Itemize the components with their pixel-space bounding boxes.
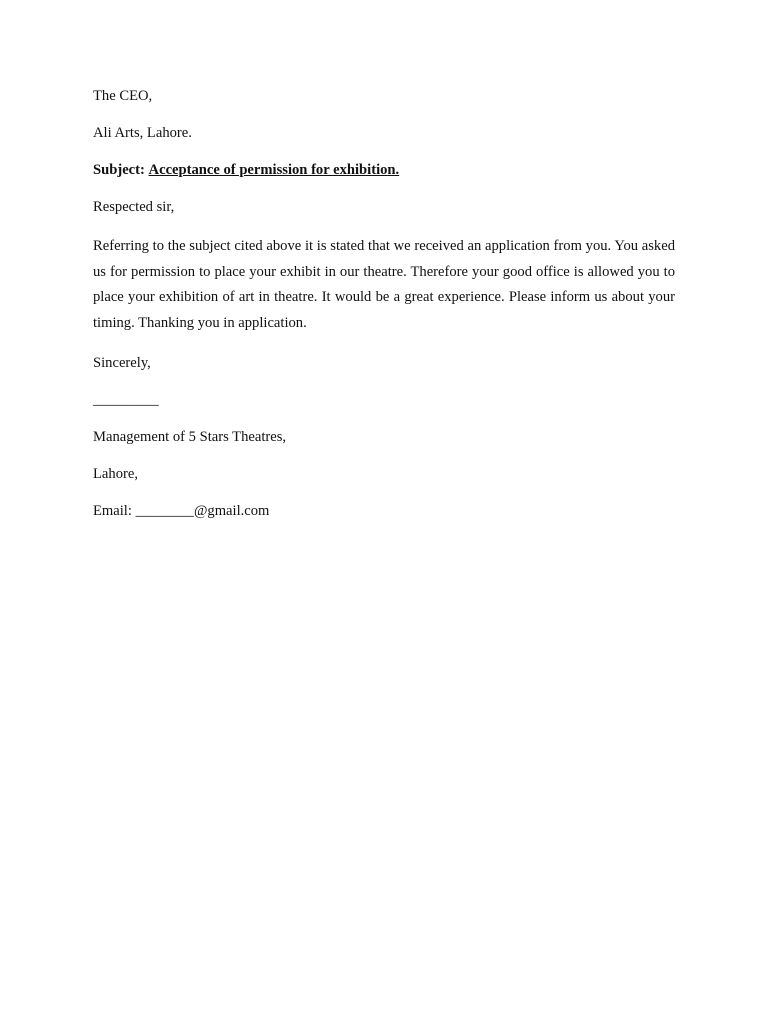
letter-page	[93, 86, 675, 521]
recipient-title: The CEO,	[93, 88, 153, 104]
subject-line	[93, 160, 675, 180]
signature-line: _________	[93, 392, 159, 408]
salutation: Respected sir,	[93, 199, 175, 215]
email-value: ________@gmail.com	[135, 503, 270, 519]
letter-body: Referring to the subject cited above it is stated that we received an application from you. You asked us for permission to place your exhibit in our theatre. Therefore your good office is allowed you to place your exhibition of art in theatre. It would be a great experience. Please inform us about your timing. Thanking you in application.	[93, 238, 675, 331]
closing: Sincerely,	[93, 355, 151, 371]
sender-city: Lahore,	[93, 466, 138, 482]
email-line	[93, 501, 675, 521]
sender-name: Management of 5 Stars Theatres,	[93, 429, 287, 445]
recipient-organization: Ali Arts, Lahore.	[93, 125, 192, 141]
subject-label: Subject:	[93, 162, 145, 178]
subject-text: Acceptance of permission for exhibition.	[148, 162, 400, 178]
email-label: Email:	[93, 503, 132, 519]
